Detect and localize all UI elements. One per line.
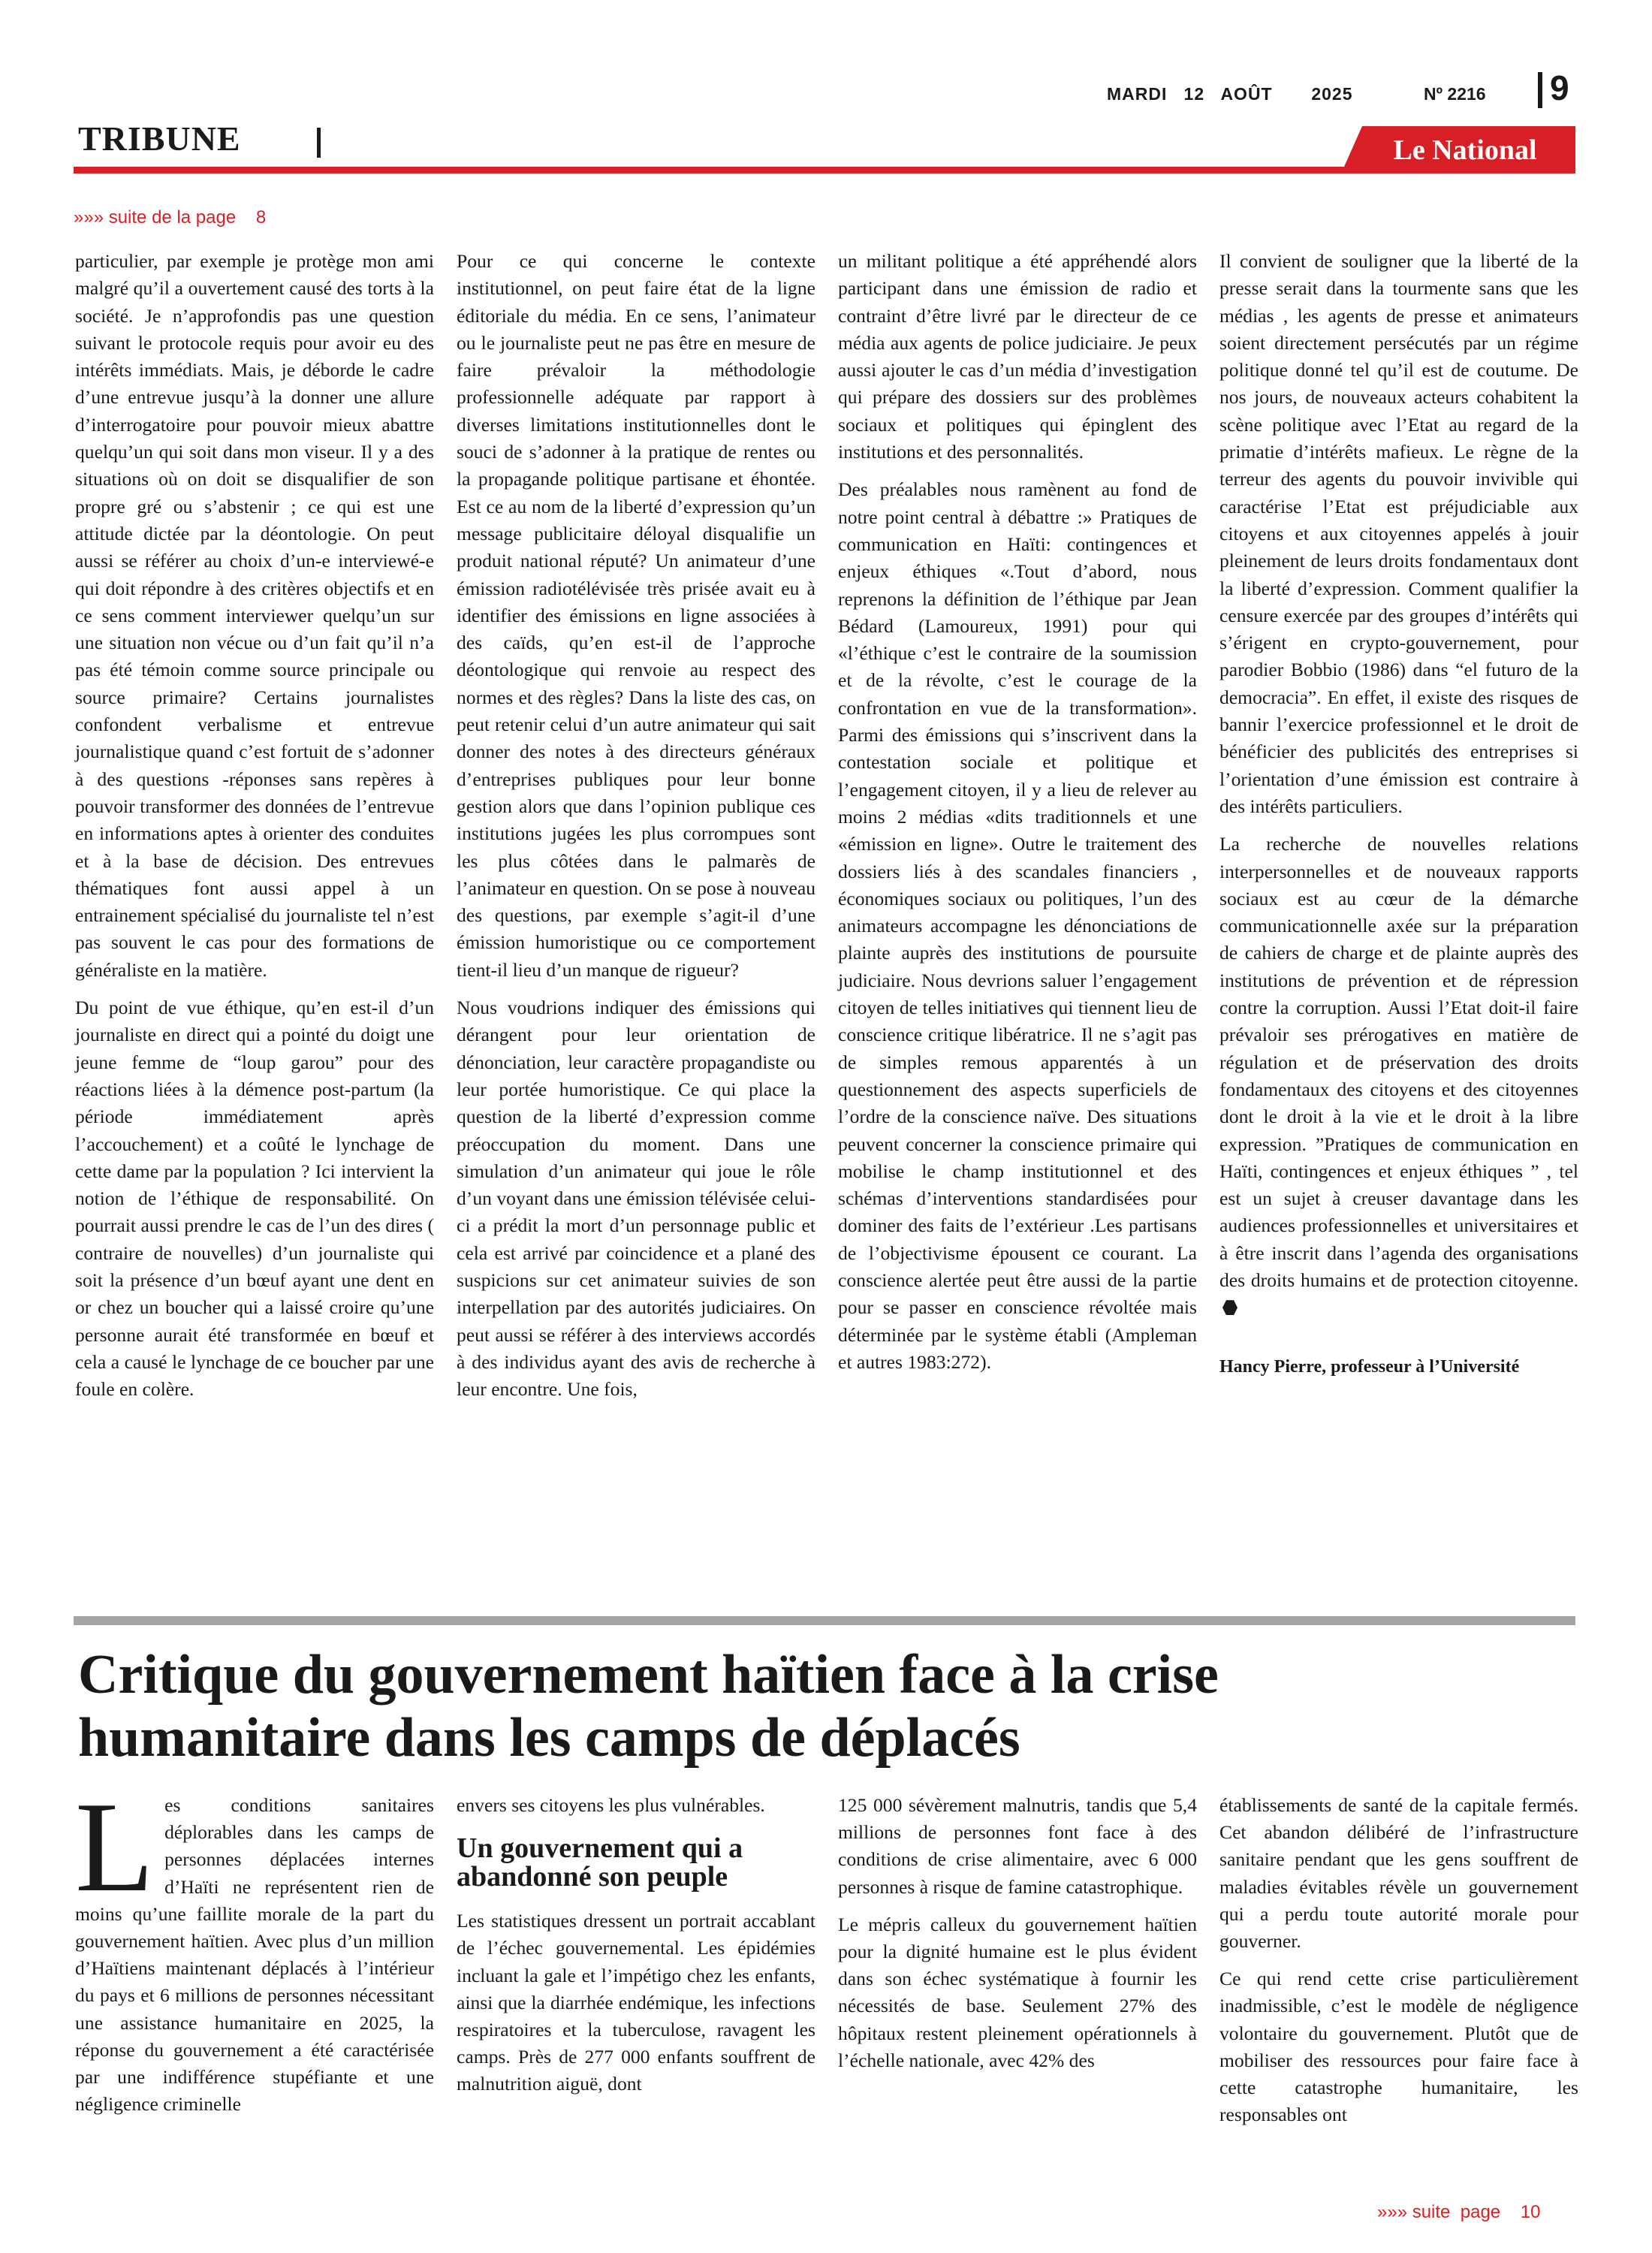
paragraph: Ce qui rend cette crise particulièrement inadmissible, c’est le modèle de négligence volontaire du gouvernement. Plutôt que de mobiliser des ressources pour faire face à cette catastrophe humanitaire, les responsables ont bbox=[1219, 1968, 1578, 2126]
page-number: 9 bbox=[1550, 68, 1569, 107]
paragraph: Nous voudrions indiquer des émissions qui dérangent pour leur orientation de dénonciation, leur caractère propagandiste ou leur portée humoristique. Ce qui place la question de la liberté d’expression comme préoccupation du moment. Dans une simulation d’un animateur qui joue le rôle d’un voyant dans une émission télévisée celui-ci a prédit la mort d’un personnage public et cela est arrivé par coincidence et a plané des suspicions sur cet animateur suivies de son interpellation par des autorités judiciaires. On peut aussi se référer à des interviews accordés à des individus ayant des avis de recherche à leur encontre. Une fois, bbox=[457, 997, 815, 1401]
tribune-column-2 bbox=[457, 248, 815, 1413]
article-column-2 bbox=[457, 1792, 815, 2109]
paragraph-text: es conditions sanitaires déplorables dans les camps de personnes déplacées internes d’Haïti ne représentent rien de moins qu’une faillite morale de la part du gouvernement haïtien. Avec plus d’un million d’Haïtiens maintenant déplacés à l’intérieur du pays et 6 millions de personnes nécessitant une assistance humanitaire en 2025, la réponse du gouvernement a été caractérisée par une indifférence stupéfiante et une négligence criminelle bbox=[75, 1794, 434, 2116]
article-headline: Critique du gouvernement haïtien face à la crise humanitaire dans les camps de déplacés bbox=[78, 1644, 1219, 1769]
paragraph: particulier, par exemple je protège mon ami malgré qu’il a ouvertement causé des torts à la société. Je n’approfondis pas une question suivant le protocole requis pour avoir eu des intérêts immédiats. Mais, je déborde le cadre d’une entrevue jusqu’à la donner une allure d’interrogatoire pour pouvoir mieux abattre quelqu’un qui soit dans mon viseur. Il y a des situations où on doit se disqualifier de son propre gré ou s’abstenir ; ce qui est une attitude dictée par la déontologie. On peut aussi se référer au choix d’un-e interviewé-e qui doit répondre à des critères objectifs et en ce sens comment interviewer quelqu’un sur une situation non vécue ou d’un fait qu’il n’a pas été témoin comme source principale ou source primaire? Certains journalistes confondent verbalisme et entrevue journalistique quand c’est fortuit de s’adonner à des questions -réponses sans repères à pouvoir transformer des données de l’entrevue en informations aptes à orienter des conduites et à la base de décision. Des entrevues thématiques font aussi appel à un entrainement spécialisé du journaliste tel n’est pas souvent le cas pour des formations de généraliste en la matière. bbox=[75, 250, 434, 981]
paragraph-text: La recherche de nouvelles relations interpersonnelles et de nouveaux rapports sociaux est au cœur de la démarche communicationnelle axée sur la préparation de cahiers de charge et de plainte auprès des institutions de prévention et de répression contre la corruption. Aussi l’Etat doit-il faire prévaloir ses prérogatives en matière de régulation et de préservation des droits fondamentaux des citoyens et des citoyennes dont le droit à la vie et le droit à la libre expression. ”Pratiques de communication en Haïti, contingences et enjeux éthiques ” , tel est un sujet à creuser davantage dans les audiences professionnelles et universitaires et à être inscrit dans l’agenda des organisations des droits humains et de protection citoyenne. bbox=[1219, 833, 1578, 1291]
newspaper-name: Le National bbox=[1393, 134, 1537, 166]
continued-on-link[interactable]: »»» suite page 10 bbox=[1377, 2202, 1541, 2222]
paragraph: 125 000 sévèrement malnutris, tandis que 5,4 millions de personnes font face à des conditions de crise alimentaire, avec 6 000 personnes à risque de famine catastrophique. bbox=[838, 1794, 1197, 1898]
author-signature: Hancy Pierre, professeur à l’Université bbox=[1219, 1356, 1520, 1377]
article-column-4 bbox=[1219, 1792, 1578, 2139]
tribune-column-1 bbox=[75, 248, 434, 1413]
drop-cap: L bbox=[75, 1776, 155, 1919]
continued-from-link[interactable]: »»» suite de la page 8 bbox=[74, 207, 267, 228]
article-column-3 bbox=[838, 1792, 1197, 2085]
paragraph bbox=[75, 1776, 434, 2118]
paragraph: Du point de vue éthique, qu’en est-il d’un journaliste en direct qui a pointé du doigt une jeune femme de “loup garou” pour des réactions liées à la démence post-partum (la période immédiatement après l’accouchement) et a coûté le lynchage de cette dame par la population ? Ici intervient la notion de l’éthique de responsabilité. On pourrait aussi prendre le cas de l’un des dires ( contraire de nouvelles) d’un journaliste qui soit la présence d’un bœuf ayant une dent en or chez un boucher qui a laissé croire qu’une personne aurait été transformée en bœuf et cela a causé le lynchage de ce boucher par une foule en colère. bbox=[75, 997, 434, 1401]
article-separator bbox=[74, 1616, 1575, 1625]
issue-number: Nº 2216 bbox=[1424, 84, 1486, 104]
paragraph: Il convient de souligner que la liberté de la presse serait dans la tourmente sans que les médias , les agents de presse et animateurs soient directement persécutés par un régime politique donné tel qu’il est de coutume. De nos jours, de nouveaux acteurs cohabitent la scène politique avec l’Etat au regard de la primatie d’intérêts mafieux. Le règne de la terreur des agents du pouvoir invivible qui caractérise l’Etat est préjudiciable aux citoyens et aux citoyennes appelés à jouir pleinement de leurs droits fondamentaux dont la liberté d’expression. Comment qualifier la censure exercée par des groupes d’intérêts qui s’érigent en crypto-gouvernement, pour parodier Bobbio (1986) dans “el futuro de la democracia”. En effet, il existe des risques de bannir l’exercice professionnel et le droit de bénéficier des publicités des entreprises si l’orientation d’une émission est contraire à des intérêts particuliers. bbox=[1219, 250, 1578, 817]
paragraph-last bbox=[1219, 831, 1578, 1321]
paragraph: Le mépris calleux du gouvernement haïtien pour la dignité humaine est le plus évident dans son échec systématique à fournir les nécessités de base. Seulement 27% des hôpitaux restent pleinement opérationnels à l’échelle nationale, avec 42% des bbox=[838, 1913, 1197, 2071]
section-title: TRIBUNE bbox=[78, 119, 241, 158]
section-divider bbox=[317, 128, 321, 158]
paragraph: un militant politique a été appréhendé alors participant dans une émission de radio et contraint d’être livré par le directeur de ce média aux agents de police judiciaire. Je peux aussi ajouter le cas d’un média d’investigation qui prépare des dossiers sur des problèmes sociaux et politiques qui épinglent des institutions et des personnalités. bbox=[838, 250, 1197, 463]
tribune-column-3 bbox=[838, 248, 1197, 1386]
tribune-column-4 bbox=[1219, 248, 1578, 1391]
paragraph: établissements de santé de la capitale fermés. Cet abandon délibéré de l’infrastructure sanitaire pendant que les gens souffrent de maladies évitables révèle un gouvernement qui a perdu toute autorité morale pour gouverner. bbox=[1219, 1794, 1578, 1953]
page-number-divider bbox=[1538, 72, 1542, 108]
paragraph: envers ses citoyens les plus vulnérables. bbox=[457, 1794, 765, 1816]
issue-date: MARDI 12 AOÛT 2025 bbox=[1107, 84, 1353, 104]
article-subheading: Un gouvernement qui a abandonné son peuple bbox=[457, 1832, 743, 1893]
article-column-1 bbox=[75, 1776, 434, 2128]
paragraph: Pour ce qui concerne le contexte institutionnel, on peut faire état de la ligne éditoriale du média. En ce sens, l’animateur ou le journaliste peut ne pas être en mesure de faire prévaloir la méthodologie professionnelle adéquate par rapport à diverses limitations institutionnelles dont le souci de s’adonner à la pratique de rentes ou la propagande politique partisane et éhontée. Est ce au nom de la liberté d’expression qu’un message publicitaire déloyal disqualifie un produit national réputé? Un animateur d’une émission radiotélévisée très prisée avait eu à identifier des émissions en ligne associées à des caïds, qu’en est-il de l’approche déontologique qui renvoie au respect des normes et des règles? Dans la liste des cas, on peut retenir celui d’un autre animateur qui sait donner des notes à des directeurs généraux d’entreprises publiques pour leur bonne gestion alors que dans l’opinion publique ces institutions jugées les plus corrompues sont les plus côtées dans le palmarès de l’animateur en question. On se pose à nouveau des questions, par exemple s’agit-il d’une émission humoristique ou ce comportement tient-il lieu d’un manque de rigueur? bbox=[457, 250, 815, 981]
paragraph: Des préalables nous ramènent au fond de notre point central à débattre :» Pratiques de communication en Haïti: contingences et enjeux éthiques «.Tout d’abord, nous reprenons la définition de l’éthique par Jean Bédard (Lamoureux, 1991) pour qui «l’éthique c’est le contraire de la soumission et de la révolte, c’est le courage de la confrontation en vue de la transformation». Parmi des émissions qui s’inscrivent dans la contestation sociale et politique et l’engagement citoyen, il y a lieu de relever au moins 2 médias «dits traditionnels et une «émission en ligne». Outre le traitement des dossiers liés à des scandales financiers , économiques sociaux ou politiques, l’un des animateurs accompagne les dénonciations de plainte auprès des institutions de poursuite judiciaire. Nous devrions saluer l’engagement citoyen de telles initiatives qui tiennent lieu de conscience critique libératrice. Il ne s’agit pas de simples remous apparentés à un questionnement des aspects superficiels de l’ordre de la conscience naïve. Des situations peuvent concerner la conscience primaire qui mobilise le champ institutionnel et des schémas d’interventions standardisées pour dominer des faits de l’extérieur .Les partisans de l’objectivisme épousent ce courant. La conscience alertée peut être aussi de la partie pour se passer en conscience révoltée mais déterminée par le système établi (Ampleman et autres 1983:272). bbox=[838, 478, 1197, 1373]
end-of-article-icon bbox=[1222, 1300, 1237, 1315]
paragraph: Les statistiques dressent un portrait accablant de l’échec gouvernemental. Les épidémies incluant la gale et l’impétigo chez les enfants, ainsi que la diarrhée endémique, les infections respiratoires et la tuberculose, ravagent les camps. Près de 277 000 enfants souffrent de malnutrition aiguë, dont bbox=[457, 1910, 815, 2095]
